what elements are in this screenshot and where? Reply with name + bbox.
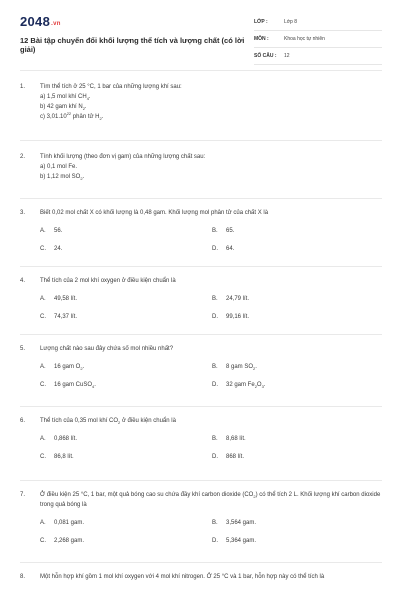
option-text: 86,8 lít. (54, 454, 74, 460)
question-text: Tính khối lượng (theo đơn vị gam) của những lượng chất sau: (40, 154, 206, 160)
document-header (20, 14, 382, 62)
sub-item-c (40, 112, 382, 122)
text: ở điều kiện chuẩn là (120, 418, 176, 424)
option-letter: A. (40, 520, 46, 526)
divider (20, 334, 382, 335)
option-letter: A. (40, 436, 46, 442)
option-letter: B. (212, 364, 218, 370)
meta-row-count (254, 50, 382, 65)
option-letter: C. (40, 246, 46, 252)
option-letter: D. (212, 454, 218, 460)
subscript: 3 (261, 384, 264, 390)
option-a[interactable] (40, 294, 200, 304)
logo-suffix: .vn (51, 21, 61, 27)
text: b) 42 gam khí N (40, 104, 83, 110)
question-text: Một hỗn hợp khí gồm 1 mol khí oxygen với 4 mol khí nitrogen. Ở 25 °C và 1 bar, hỗn hợp này có thể tích là (40, 574, 325, 580)
subscript: 4 (92, 384, 95, 390)
subscript: 2 (253, 366, 256, 372)
question-number: 2. (20, 154, 26, 160)
question-text: Thể tích của 2 mol khí oxygen ở điều kiện chuẩn là (40, 278, 176, 284)
document-title: 12 Bài tập chuyển đổi khối lượng thể tích và lượng chất (có lời giải) (20, 36, 245, 54)
meta-value: Khoa học tự nhiên (284, 36, 325, 42)
subscript: 2 (253, 494, 256, 500)
option-text: 64. (226, 246, 235, 252)
option-a[interactable] (40, 226, 200, 236)
option-letter: B. (212, 520, 218, 526)
option-text: 8 gam SO (226, 364, 254, 370)
option-text: 99,16 lít. (226, 314, 250, 320)
option-text: . (94, 382, 96, 388)
option-text: 65. (226, 228, 235, 234)
text: . (101, 114, 104, 120)
divider (20, 480, 382, 481)
subscript: 2 (80, 366, 83, 372)
question-text: Biết 0,02 mol chất X có khối lượng là 0,48 gam. Khối lượng mol phân tử của chất X là (40, 210, 269, 216)
meta-key: MÔN : (254, 36, 269, 42)
option-text: 24,79 lít. (226, 296, 250, 302)
option-text: . (255, 364, 257, 370)
option-d[interactable] (212, 452, 372, 462)
subscript: 4 (86, 96, 89, 102)
option-letter: C. (40, 538, 46, 544)
logo-text: 2048 (20, 14, 51, 29)
option-letter: B. (212, 436, 218, 442)
option-text: 16 gam CuSO (54, 382, 93, 388)
option-text: O (256, 382, 262, 388)
subscript: 2 (254, 384, 257, 390)
sub-item-a (40, 92, 382, 102)
option-letter: D. (212, 538, 218, 544)
question-text (40, 490, 382, 510)
question-number: 6. (20, 418, 26, 424)
option-text: 32 gam Fe (226, 382, 255, 388)
answer-options (40, 518, 382, 552)
meta-row-grade (254, 16, 382, 31)
question-number: 3. (20, 210, 26, 216)
option-letter: D. (212, 314, 218, 320)
text: b) 1,12 mol SO (40, 174, 81, 180)
superscript: 22 (66, 111, 72, 116)
option-d[interactable] (212, 380, 372, 390)
option-text: . (263, 382, 266, 388)
text: Thể tích của 0,35 mol khí CO (40, 418, 119, 424)
option-letter: A. (40, 296, 46, 302)
option-text: 74,37 lít. (54, 314, 78, 320)
meta-value: 12 (284, 53, 290, 59)
option-letter: A. (40, 228, 46, 234)
option-text: 16 gam O (54, 364, 81, 370)
divider (20, 266, 382, 267)
answer-options (40, 226, 382, 260)
text: phân tử H (71, 114, 100, 120)
text: a) 1,5 mol khí CH (40, 94, 87, 100)
subscript: 2 (82, 106, 85, 112)
sub-item-b (40, 172, 382, 182)
option-b[interactable] (212, 362, 372, 372)
option-text: . (82, 364, 85, 370)
divider (20, 406, 382, 407)
option-d[interactable] (212, 312, 372, 322)
option-c[interactable] (40, 536, 200, 546)
divider (20, 70, 382, 71)
option-text: 56. (54, 228, 63, 234)
option-b[interactable] (212, 434, 372, 444)
divider (20, 562, 382, 563)
meta-key: LỚP : (254, 19, 268, 25)
question-7 (20, 490, 382, 552)
option-letter: B. (212, 296, 218, 302)
question-number: 4. (20, 278, 26, 284)
divider (20, 198, 382, 199)
option-text: 8,68 lít. (226, 436, 246, 442)
text: Ở điều kiện 25 °C, 1 bar, một quả bóng cao su chứa đầy khí carbon dioxide (CO (40, 492, 254, 498)
text: c) 3,01.10 (40, 114, 67, 120)
option-a[interactable] (40, 518, 200, 528)
answer-options (40, 294, 382, 328)
option-b[interactable] (212, 518, 372, 528)
question-4 (20, 276, 382, 328)
option-letter: D. (212, 382, 218, 388)
subscript: 2 (99, 116, 102, 122)
option-text: 0,868 lít. (54, 436, 78, 442)
question-5 (20, 344, 382, 396)
option-text: 24. (54, 246, 63, 252)
question-number: 7. (20, 492, 26, 498)
subscript: 2 (118, 420, 121, 426)
question-8 (20, 572, 382, 582)
question-text: Lượng chất nào sau đây chứa số mol nhiều nhất? (40, 346, 174, 352)
option-c[interactable] (40, 452, 200, 462)
text: . (88, 94, 91, 100)
meta-value: Lớp 8 (284, 19, 298, 25)
option-b[interactable] (212, 226, 372, 236)
option-text: 868 lít. (226, 454, 245, 460)
sub-item-b (40, 102, 382, 112)
text: ) có thể tích 2 L. Khối lượng khí carbon dioxide trong quả bóng là (40, 492, 381, 508)
answer-options (40, 362, 382, 396)
document-meta (254, 16, 382, 67)
option-d[interactable] (212, 536, 372, 546)
option-text: 2,268 gam. (54, 538, 85, 544)
option-text: 49,58 lít. (54, 296, 78, 302)
option-letter: C. (40, 382, 46, 388)
answer-options (40, 434, 382, 468)
option-letter: C. (40, 314, 46, 320)
site-logo[interactable] (20, 14, 61, 29)
divider (20, 140, 382, 141)
option-c[interactable] (40, 312, 200, 322)
option-letter: D. (212, 246, 218, 252)
option-a[interactable] (40, 362, 200, 372)
question-number: 8. (20, 574, 26, 580)
option-text: 0,081 gam. (54, 520, 85, 526)
option-b[interactable] (212, 294, 372, 304)
option-letter: B. (212, 228, 218, 234)
meta-key: SỐ CÂU : (254, 53, 277, 59)
question-number: 5. (20, 346, 26, 352)
question-text: Tìm thể tích ở 25 °C, 1 bar của những lượng khí sau: (40, 84, 182, 90)
meta-row-subject (254, 33, 382, 48)
option-text: 5,364 gam. (226, 538, 257, 544)
question-6 (20, 416, 382, 468)
question-3 (20, 208, 382, 260)
question-text (40, 416, 382, 426)
subscript: 2 (80, 176, 83, 182)
option-c[interactable] (40, 244, 200, 254)
question-number: 1. (20, 84, 26, 90)
question-2 (20, 152, 382, 182)
option-letter: A. (40, 364, 46, 370)
text: . (82, 174, 85, 180)
sub-item-a: a) 0,1 mol Fe. (40, 164, 78, 170)
option-d[interactable] (212, 244, 372, 254)
option-letter: C. (40, 454, 46, 460)
option-c[interactable] (40, 380, 200, 390)
option-a[interactable] (40, 434, 200, 444)
question-1 (20, 82, 382, 122)
option-text: 3,564 gam. (226, 520, 257, 526)
text: . (84, 104, 87, 110)
